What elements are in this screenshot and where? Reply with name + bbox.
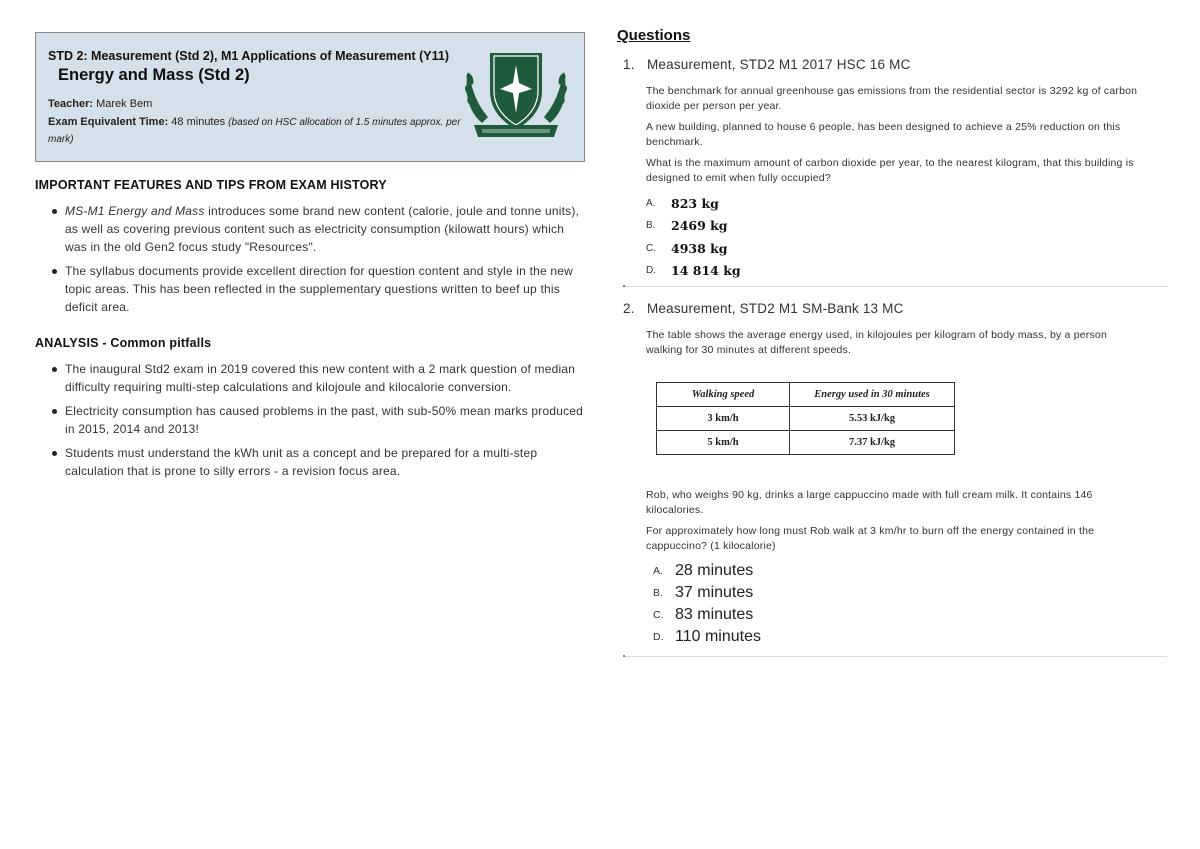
option-c: C. 83 minutes: [653, 606, 754, 623]
question-text: Rob, who weighs 90 kg, drinks a large cappuccino made with full cream milk. It contains 146 kilocalories.: [646, 489, 1093, 516]
list-item: [65, 262, 585, 316]
question-1: [623, 57, 1167, 282]
question-number: 2.: [623, 301, 635, 316]
question-text: For approximately how long must Rob walk at 3 km/hr to burn off the energy contained in the cappuccino? (1 kilocalorie): [646, 525, 1095, 552]
course-title: STD 2: Measurement (Std 2), M1 Applications of Measurement (Y11): [48, 49, 450, 63]
worksheet-header: [35, 32, 585, 162]
table-cell: 5 km/h: [657, 431, 790, 455]
list-item: [65, 202, 585, 256]
tips-heading: IMPORTANT FEATURES AND TIPS FROM EXAM HISTORY: [35, 178, 387, 192]
analysis-heading: ANALYSIS - Common pitfalls: [35, 336, 212, 350]
tip-text: introduces some brand new content (calorie, joule and tonne units), as well as covering previous content such as electricity consumption (kilowatt hours) which was in the old Gen2 focus study "Resources".: [65, 204, 580, 254]
exam-time-label: Exam Equivalent Time:: [48, 116, 169, 128]
option-d: D. 14 814 kg: [646, 263, 741, 279]
table-header: Walking speed: [657, 383, 790, 407]
question-source: Measurement, STD2 M1 SM-Bank 13 MC: [646, 301, 904, 316]
question-text: What is the maximum amount of carbon dioxide per year, to the nearest kilogram, that this building is designed to emit when fully occupied?: [646, 157, 1134, 184]
question-number: 1.: [623, 57, 635, 72]
school-crest-logo: [460, 45, 572, 145]
table-cell: 3 km/h: [657, 407, 790, 431]
walking-energy-table: [656, 382, 955, 455]
left-column: [35, 32, 585, 486]
tip-text: The syllabus documents provide excellent direction for question content and style in the new topic areas. This has been reflected in the supplementary questions written to beef up this deficit area.: [65, 264, 574, 314]
teacher-label: Teacher:: [48, 98, 94, 110]
table-row: [657, 407, 955, 431]
questions-heading: Questions: [617, 27, 691, 44]
tips-list: [35, 202, 585, 316]
option-c: C. 4938 kg: [646, 240, 728, 256]
question-2-title: [623, 301, 1167, 316]
question-source: Measurement, STD2 M1 2017 HSC 16 MC: [646, 57, 911, 72]
page-title: Energy and Mass (Std 2): [58, 66, 250, 84]
question-divider: [623, 656, 1167, 657]
list-item: Students must understand the kWh unit as a concept and be prepared for a multi-step calculation that is prone to silly errors - a revision focus area.: [65, 444, 585, 480]
table-cell: 7.37 kJ/kg: [790, 431, 955, 455]
exam-time-line: [48, 114, 468, 148]
option-b: B. 2469 kg: [646, 218, 728, 234]
question-text: The table shows the average energy used, in kilojoules per kilogram of body mass, by a person walking for 30 minutes at different speeds.: [646, 329, 1108, 356]
option-a: A. 28 minutes: [653, 562, 754, 579]
table-row: [657, 431, 955, 455]
table-cell: 5.53 kJ/kg: [790, 407, 955, 431]
option-b: B. 37 minutes: [653, 584, 754, 601]
tip-emphasis: MS-M1 Energy and Mass: [65, 204, 205, 218]
question-1-title: [623, 57, 1167, 72]
option-d: D. 110 minutes: [653, 628, 761, 645]
list-item: The inaugural Std2 exam in 2019 covered this new content with a 2 mark question of median difficulty requiring multi-step calculations and kilojoule and kilocalorie conversion.: [65, 360, 585, 396]
question-text: The benchmark for annual greenhouse gas emissions from the residential sector is 3292 kg of carbon dioxide per person per year.: [646, 85, 1138, 112]
question-divider: [623, 286, 1167, 287]
question-2: [623, 301, 1167, 648]
exam-time-note: (based on HSC allocation of 1.5 minutes approx. per mark): [48, 117, 461, 145]
option-a: A. 823 kg: [646, 195, 719, 211]
table-header: Energy used in 30 minutes: [790, 383, 955, 407]
teacher-name: Marek Bem: [96, 98, 153, 110]
analysis-list: [35, 360, 585, 480]
list-item: Electricity consumption has caused problems in the past, with sub-50% mean marks produced in 2015, 2014 and 2013!: [65, 404, 584, 436]
right-column: [617, 24, 1167, 657]
question-text: A new building, planned to house 6 people, has been designed to achieve a 25% reduction on this benchmark.: [646, 121, 1121, 148]
exam-time-value: 48 minutes: [171, 116, 226, 128]
